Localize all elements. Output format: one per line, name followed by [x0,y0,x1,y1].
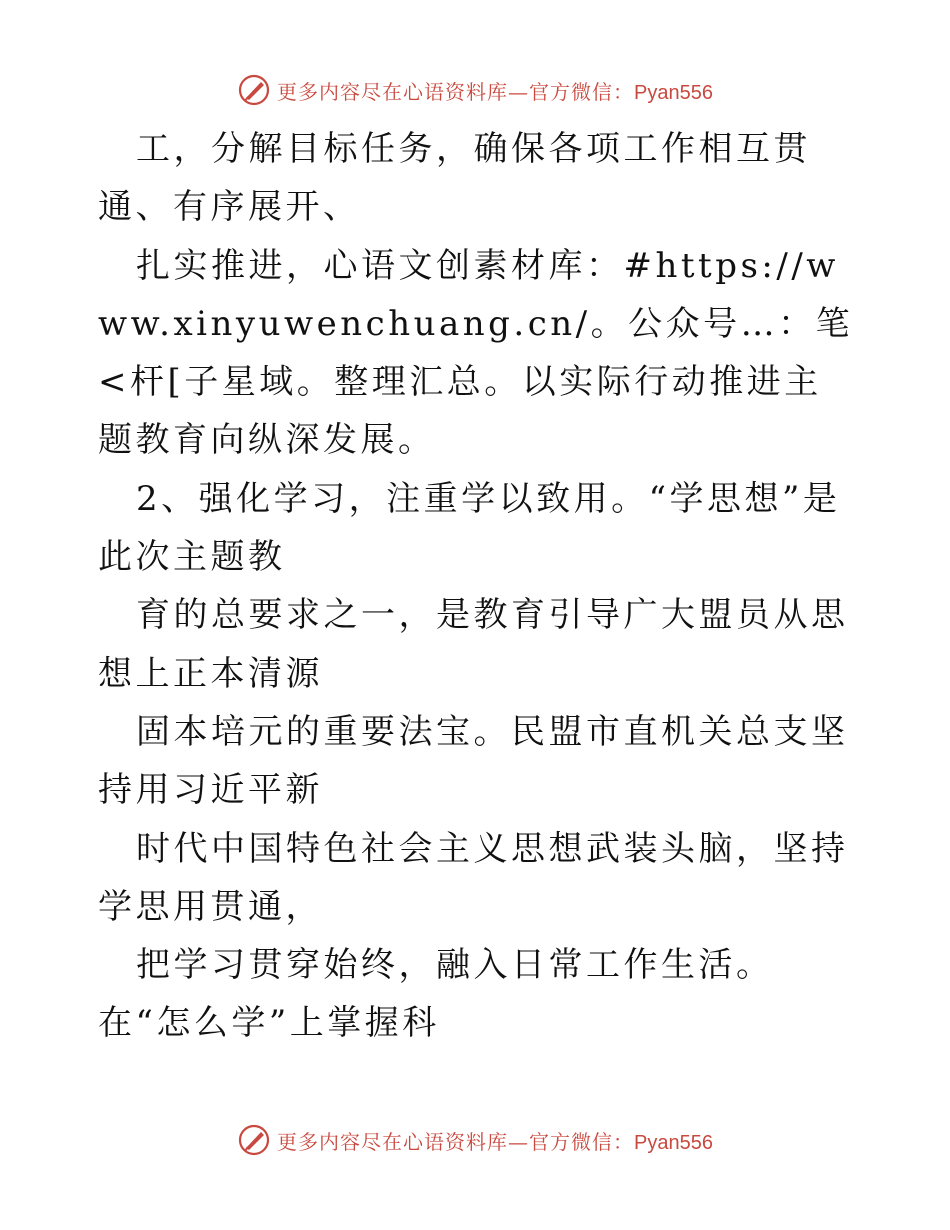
footer-banner [0,1120,950,1160]
paragraph-6: 时代中国特色社会主义思想武装头脑，坚持学思用贯通， [98,828,849,927]
footer-banner-text [277,1126,713,1155]
paragraph-3: 2、强化学习，注重学以致用。“学思想”是此次主题教 [98,478,841,578]
paragraph-4: 育的总要求之一，是教育引导广大盟员从思想上正本清源 [98,595,849,694]
header-banner-text [277,76,713,105]
header-wechat-id: Pyan556 [634,81,713,104]
document-body [98,120,858,1053]
paragraph-5: 固本培元的重要法宝。民盟市直机关总支坚持用习近平新 [98,711,849,811]
header-banner-label: 更多内容尽在心语资料库—官方微信： [277,79,635,104]
paragraph-7: 把学习贯穿始终，融入日常工作生活。在“怎么学”上掌握科 [98,945,774,1044]
quill-logo-icon [237,1123,271,1157]
footer-banner-label: 更多内容尽在心语资料库—官方微信： [277,1129,635,1154]
footer-wechat-id: Pyan556 [634,1131,713,1154]
paragraph-1: 工，分解目标任务，确保各项工作相互贯通、有序展开、 [98,129,811,228]
paragraph-2: 扎实推进，心语文创素材库：#https://www.xinyuwenchuang.cn/。公众号…：笔<杆[子星域。整理汇总。以实际行动推进主题教育向纵深发展。 [98,245,854,461]
header-banner [0,70,950,110]
quill-logo-icon [237,73,271,107]
